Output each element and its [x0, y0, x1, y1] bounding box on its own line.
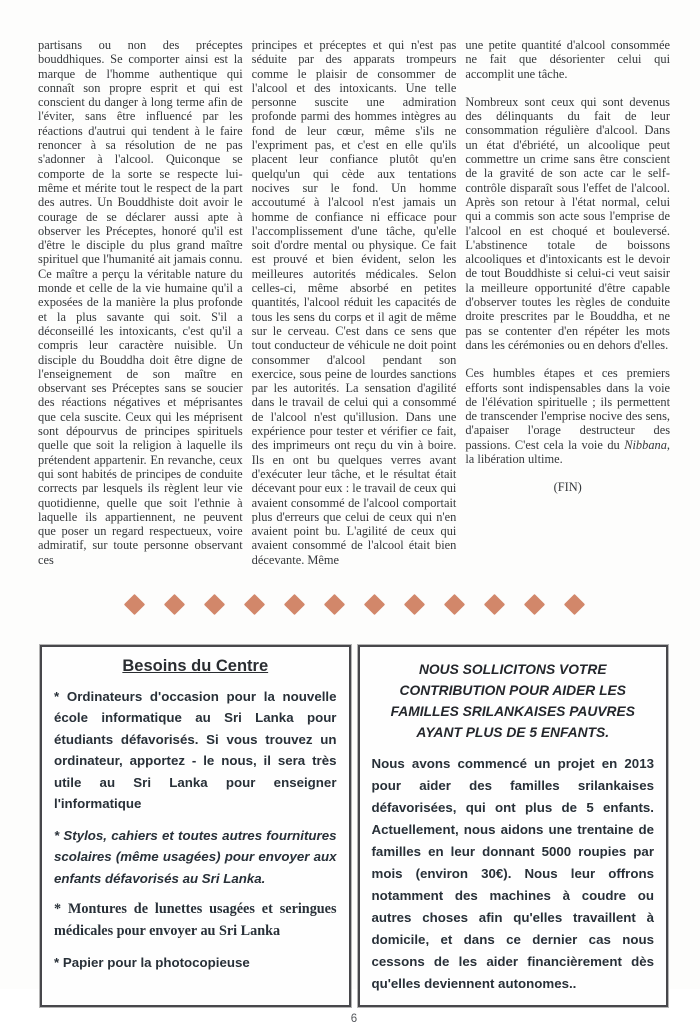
needs-item: * Papier pour la photocopieuse: [54, 955, 250, 971]
article-column-2: [252, 38, 457, 567]
diamond-divider: [38, 591, 670, 619]
diamond-icon: [203, 594, 224, 615]
diamond-icon: [123, 594, 144, 615]
article-column-3: [465, 38, 670, 567]
diamond-icon: [563, 594, 584, 615]
diamond-icon: [363, 594, 384, 615]
diamond-icon: [403, 594, 424, 615]
needs-item: * Stylos, cahiers et toutes autres fournitures scolaires (même usagées) pour envoyer aux enfants défavorisés au Sri Lanka.: [54, 827, 337, 886]
article-columns: [38, 38, 670, 567]
page-number: 6: [350, 1012, 358, 1025]
diamond-icon: [443, 594, 464, 615]
diamond-icon: [483, 594, 504, 615]
contribution-box-title: NOUS SOLLICITONS VOTRE CONTRIBUTION POUR AIDER LES FAMILLES SRILANKAISES PAUVRES AYANT PLUS DE 5 ENFANTS.: [390, 661, 635, 740]
needs-item: * Ordinateurs d'occasion pour la nouvelle école informatique au Sri Lanka pour étudiants défavorisés. Si vous trouvez un ordinateur, apportez - le nous, il sera très utile au Sri Lanka pour enseigner l'informatique: [54, 688, 337, 812]
fin-marker: (FIN): [553, 480, 582, 495]
closing-text: Ces humbles étapes et ces premiers efforts sont indispensables dans la voie de l'élévation spirituelle ; ils permettent de transcender l'emprise nocive des sens, d'apaiser l'orage destructeur des passions. C'est cela la voie du: [465, 366, 671, 452]
diamond-icon: [283, 594, 304, 615]
contribution-box: [358, 645, 669, 1007]
article-paragraph: Nombreux sont ceux qui sont devenus des délinquants du fait de leur consommation régulière d'alcool. Dans un état d'ébriété, un alcoolique peut commettre un crime sans être conscient de la gravité de son acte car le self-contrôle disparaît sous l'effet de l'alcool. Après son retour à l'état normal, celui qui a commis son acte sous l'emprise de l'alcool en est choqué et bouleversé. L'abstinence totale de boissons alcooliques et d'intoxicants est le devoir de tout Bouddhiste si celui-ci veut saisir la meilleure opportunité d'être capable d'observer toutes les règles de conduite droite prescrites par le Bouddha, et ne pas se contenter d'en répéter les mots dans les cérémonies ou en dehors d'elles.: [465, 94, 671, 352]
diamond-icon: [163, 594, 184, 615]
article-column-1: [38, 38, 243, 567]
diamond-icon: [323, 594, 344, 615]
closing-text: , la libération ultime.: [465, 437, 671, 467]
diamond-icon: [243, 594, 264, 615]
nibbana-term: Nibbana: [624, 437, 667, 452]
article-paragraph: [465, 366, 670, 466]
needs-box: [40, 645, 351, 1007]
bottom-boxes: [40, 645, 668, 1007]
contribution-box-body: Nous avons commencé un projet en 2013 pour aider des familles srilankaises défavorisées, qui ont plus de 5 enfants. Actuellement, nous aidons une trentaine de familles en leur donnant 5000 roupies par mois (environ 30€). Nous leur offrons notamment des machines à coudre ou autres choses afin qu'elles travaillent à domicile, et dans ce dernier cas nous cessons de les aider financièrement dès qu'elles deviennent autonomes..: [371, 755, 654, 991]
diamond-icon: [523, 594, 544, 615]
needs-item: * Montures de lunettes usagées et seringues médicales pour envoyer au Sri Lanka: [54, 901, 337, 939]
article-paragraph: partisans ou non des préceptes bouddhiques. Se comporter ainsi est la marque de l'homme authentique qui connaît son propre esprit et qui est conscient du danger à long terme afin de l'éviter, sans être influencé par les réactions d'autrui qui tendent à le faire renoncer à sa résolution de ne pas s'adonner à l'alcool. Quiconque se comporte de la sorte se respecte lui-même et mérite tout le respect de la part des autres. Un Bouddhiste doit avoir le courage de se déclarer aussi apte à observer les Préceptes, honoré qu'il est d'être le disciple du plus grand maître spirituel que l'humanité ait jamais connu. Ce maître a perçu la véritable nature du monde et celle de la vie humaine qu'il a exposées de la manière la plus profonde et la plus savante qui soit. S'il a déconseillé les intoxicants, c'est qu'il a compris leur caractère nuisible. Un disciple du Bouddha doit être digne de l'enseignement de son maître en observant ses Préceptes sans se soucier des réactions négatives et méprisantes que cela suscite. Ceux qui les méprisent sont dépourvus de principes spirituels quelle que soit la religion à laquelle ils prétendent appartenir. En revanche, ceux qui sont habités de principes de conduite corrects par lesquels ils règlent leur vie quotidienne, quelle que soit l'ethnie à laquelle ils appartiennent, ne peuvent que poser un regard respectueux, voire admiratif, sur toute personne observant ces: [38, 38, 243, 567]
needs-box-title: Besoins du Centre: [122, 656, 269, 675]
article-paragraph: une petite quantité d'alcool consommée ne fait que désorienter celui qui accomplit une tâche.: [465, 38, 671, 81]
article-paragraph: principes et préceptes et qui n'est pas séduite par des apparats trompeurs comme le plaisir de consommer de l'alcool et des intoxicants. Une telle personne suscite une admiration profonde parmi des hommes intègres au fond de leur cœur, même s'ils ne l'expriment pas, et c'est en elle qu'ils placent leur confiance plutôt qu'en quelqu'un qui cède aux tentations nocives sur le fond. Un homme accoutumé à l'alcool n'est jamais un homme de confiance ni efficace pour l'accomplissement d'une tâche, qu'elle soit d'ordre mental ou physique. Ce fait est prouvé et bien évident, selon les meilleures autorités médicales. Selon celles-ci, même absorbé en petites quantités, l'alcool réduit les capacités de tous les sens du corps et il agit de même sur le cerveau. C'est dans ce sens que tout conducteur de véhicule ne doit point consommer d'alcool pendant son exercice, sous peine de lourdes sanctions par les autorités. La sensation d'agilité dans le travail de celui qui a consommé de l'alcool n'est qu'illusion. Dans une expérience pour tester et vérifier ce fait, des imprimeurs ont reçu du vin à boire. Ils en ont bu quelques verres avant d'exécuter leur tâche, et le résultat était décevant pour eux : le travail de ceux qui avaient consommé de l'alcool comportait plus d'erreurs que celui de ceux qui n'en avaient point bu. L'agilité de ceux qui avaient consommé de l'alcool était bien décevante. Même: [251, 38, 457, 567]
